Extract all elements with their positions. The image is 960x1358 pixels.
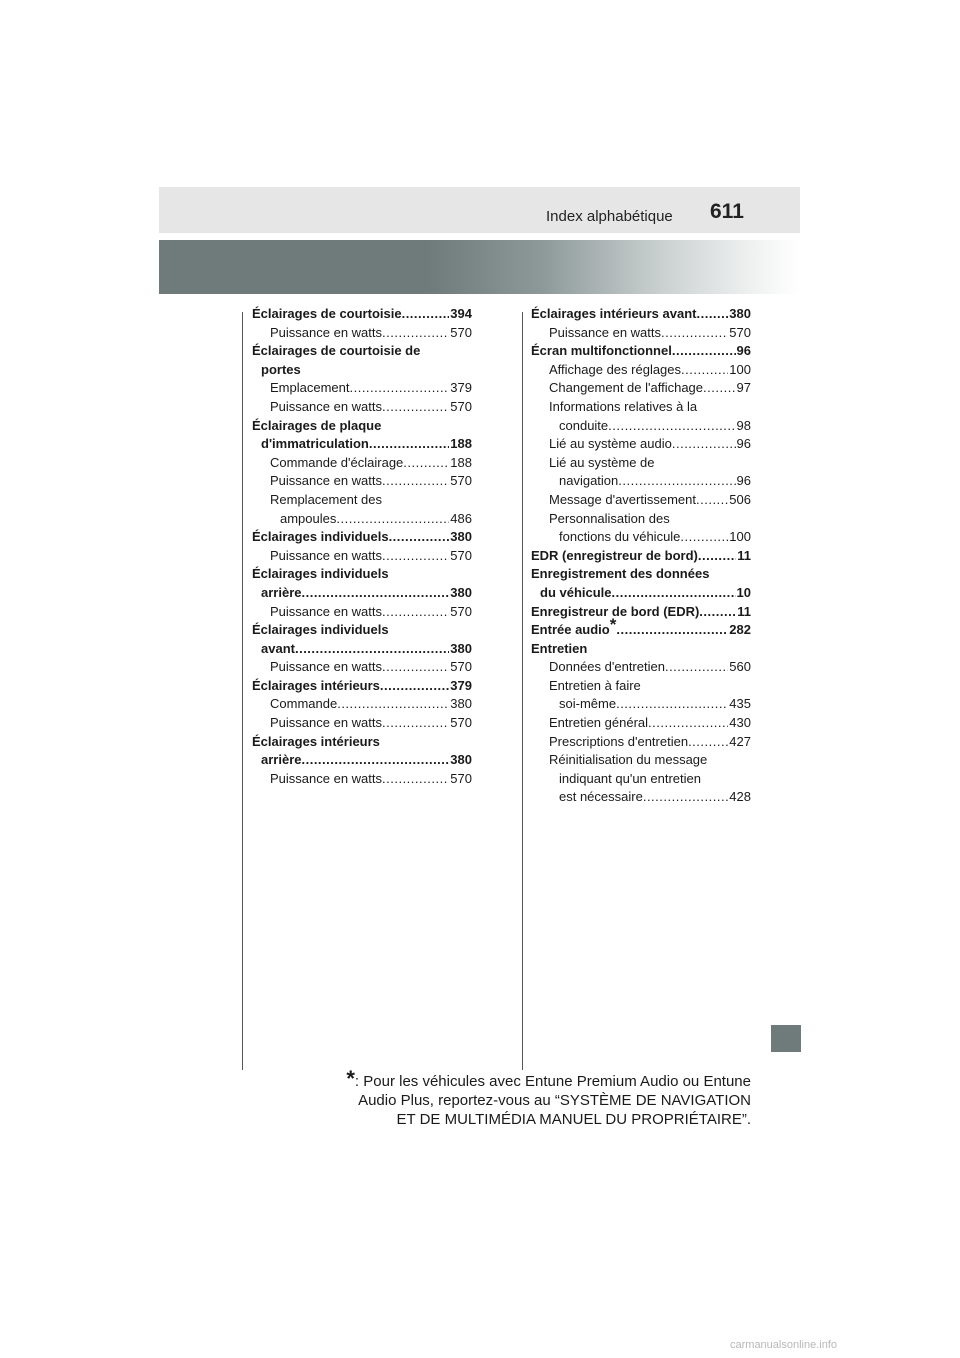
index-entry-page: 379 <box>450 380 472 396</box>
index-entry <box>252 454 472 473</box>
index-entry-label: Puissance en watts <box>549 324 662 340</box>
index-entry-page: 570 <box>450 324 472 340</box>
index-entry-label: Puissance en watts <box>270 603 383 619</box>
index-entry <box>531 528 751 547</box>
index-entry-label: Entretien général <box>549 715 649 731</box>
dot-leader <box>616 695 728 714</box>
footnote <box>330 1066 751 1129</box>
index-entry <box>531 472 751 491</box>
dot-leader <box>699 603 736 622</box>
index-entry-page: 11 <box>737 603 751 619</box>
index-entry <box>252 714 472 733</box>
index-entry: Entrée audio * ..... 282 <box>531 621 751 640</box>
index-entry <box>252 621 472 640</box>
dot-leader <box>612 584 736 603</box>
dot-leader <box>661 324 728 343</box>
index-entry <box>252 733 472 752</box>
index-entry <box>531 398 751 417</box>
index-entry <box>531 547 751 566</box>
dot-leader <box>382 714 449 733</box>
dot-leader <box>382 398 449 417</box>
footnote-star: * <box>346 1066 355 1091</box>
column-rule-left <box>242 312 243 1070</box>
index-entry <box>531 417 751 436</box>
index-entry-page: 380 <box>450 640 472 656</box>
index-entry <box>252 677 472 696</box>
dot-leader <box>648 714 728 733</box>
index-entry-label: d'immatriculation <box>261 436 369 452</box>
index-entry <box>252 305 472 324</box>
index-entry-label: Éclairages intérieurs <box>252 677 380 693</box>
index-entry-label: Éclairages intérieurs avant <box>531 306 697 321</box>
index-entry-label: avant <box>261 640 295 656</box>
dot-leader <box>337 695 449 714</box>
index-entry-page: 427 <box>729 733 751 749</box>
index-entry <box>252 547 472 566</box>
index-entry-page: 97 <box>736 380 751 396</box>
index-entry-label: Puissance en watts <box>270 398 383 414</box>
index-entry-label: ampoules <box>280 510 337 526</box>
index-entry-label: Entretien <box>531 640 588 656</box>
index-entry-page: 435 <box>729 696 751 712</box>
index-entry-page: 570 <box>450 715 472 731</box>
index-entry-page: 570 <box>450 398 472 414</box>
index-entry-label: Puissance en watts <box>270 715 383 731</box>
index-entry <box>252 658 472 677</box>
index-entry-page: 380 <box>729 306 751 321</box>
dot-leader <box>349 379 449 398</box>
dot-leader <box>402 305 450 324</box>
index-entry-label: Commande d'éclairage <box>270 454 404 470</box>
index-entry <box>252 342 472 361</box>
index-entry-label: Lié au système de <box>549 454 655 470</box>
index-entry-label: Entrée audio <box>531 622 610 638</box>
index-entry-label: Puissance en watts <box>270 547 383 563</box>
index-entry-page: 188 <box>450 454 472 470</box>
index-column-left <box>252 305 472 788</box>
index-entry <box>252 528 472 547</box>
dot-leader <box>608 417 735 436</box>
index-entry <box>252 584 472 603</box>
index-entry-label: Éclairages individuels <box>252 566 389 582</box>
index-entry <box>531 379 751 398</box>
index-entry <box>252 361 472 380</box>
index-entry-page: 428 <box>729 789 751 805</box>
dot-leader <box>301 751 449 770</box>
index-entry-page: 506 <box>729 491 751 507</box>
index-entry <box>531 640 751 659</box>
index-entry-label: Éclairages de plaque <box>252 417 382 433</box>
index-entry <box>531 565 751 584</box>
index-entry-page: 394 <box>450 306 472 321</box>
dot-leader <box>688 733 728 752</box>
index-entry-page: 380 <box>450 529 472 545</box>
index-entry <box>531 695 751 714</box>
index-entry <box>531 510 751 529</box>
index-entry <box>252 751 472 770</box>
index-entry-page: 188 <box>450 436 472 452</box>
page-number: 611 <box>710 200 744 223</box>
index-entry <box>531 491 751 510</box>
dot-leader <box>665 658 728 677</box>
index-entry-page: 380 <box>450 584 472 600</box>
index-entry-label: du véhicule <box>540 584 612 600</box>
index-entry-page: 379 <box>450 677 472 693</box>
dot-leader <box>616 621 728 640</box>
index-entry-page: 560 <box>729 659 751 675</box>
chapter-tab <box>771 1025 801 1052</box>
dot-leader <box>382 603 449 622</box>
index-entry <box>531 788 751 807</box>
index-entry-label: Écran multifonctionnel <box>531 343 672 359</box>
index-entry-page: 96 <box>736 436 751 452</box>
index-entry-page: 380 <box>450 752 472 768</box>
index-entry <box>531 677 751 696</box>
index-entry-label: Commande <box>270 696 338 712</box>
index-entry-label: Puissance en watts <box>270 770 383 786</box>
dot-leader <box>389 528 450 547</box>
index-entry-label: Affichage des réglages <box>549 361 682 377</box>
dot-leader <box>696 491 728 510</box>
index-entry-label: Emplacement <box>270 380 350 396</box>
index-entry <box>531 603 751 622</box>
index-entry-label: Entretien à faire <box>549 677 641 693</box>
column-rule-middle <box>522 312 523 1070</box>
dot-leader <box>369 435 449 454</box>
index-entry <box>252 417 472 436</box>
index-entry-page: 570 <box>729 324 751 340</box>
index-entry-label: Message d'avertissement <box>549 491 696 507</box>
index-entry <box>252 640 472 659</box>
index-entry-label: Éclairages individuels <box>252 529 389 545</box>
dot-leader <box>681 361 728 380</box>
index-entry-page: 570 <box>450 770 472 786</box>
index-entry <box>252 770 472 789</box>
index-entry <box>531 305 751 324</box>
index-entry-label: Éclairages intérieurs <box>252 733 380 749</box>
index-entry-page: 100 <box>729 361 751 377</box>
index-entry-label: conduite <box>559 417 609 433</box>
index-entry-label: Éclairages individuels <box>252 622 389 638</box>
index-entry-label: Puissance en watts <box>270 473 383 489</box>
footnote-line-3: ET DE MULTIMÉDIA MANUEL DU PROPRIÉTAIRE”. <box>396 1111 751 1128</box>
dot-leader <box>295 640 449 659</box>
index-entry-label: soi-même <box>559 696 617 712</box>
index-entry-page: 10 <box>736 584 751 600</box>
index-entry-label: indiquant qu'un entretien <box>559 770 701 786</box>
index-entry <box>531 435 751 454</box>
dot-leader <box>380 677 449 696</box>
index-entry <box>252 565 472 584</box>
dot-leader <box>680 528 728 547</box>
dot-leader <box>403 454 449 473</box>
dot-leader <box>672 342 736 361</box>
index-entry-page: 96 <box>736 473 751 489</box>
index-entry <box>531 361 751 380</box>
dot-leader <box>301 584 449 603</box>
dot-leader <box>672 435 736 454</box>
index-entry-label: portes <box>261 361 301 377</box>
index-entry-label: Données d'entretien <box>549 659 665 675</box>
index-entry-label: arrière <box>261 752 302 768</box>
dot-leader <box>382 547 449 566</box>
index-entry-page: 486 <box>450 510 472 526</box>
index-entry <box>531 324 751 343</box>
index-entry-page: 100 <box>729 529 751 545</box>
index-entry <box>252 603 472 622</box>
index-entry-label: arrière <box>261 584 302 600</box>
dot-leader <box>382 658 449 677</box>
index-entry-label: Éclairages de courtoisie <box>252 306 402 321</box>
index-entry-page: 570 <box>450 603 472 619</box>
index-entry-page: 11 <box>737 547 751 563</box>
index-entry <box>252 398 472 417</box>
index-entry-label: fonctions du véhicule <box>559 529 681 545</box>
index-entry <box>531 714 751 733</box>
index-entry-label: Enregistrement des données <box>531 566 710 582</box>
index-entry <box>531 770 751 789</box>
index-entry-label: Puissance en watts <box>270 324 383 340</box>
index-entry-label: Lié au système audio <box>549 436 672 452</box>
index-entry-page: 380 <box>450 696 472 712</box>
index-entry <box>252 435 472 454</box>
index-entry-label: Puissance en watts <box>270 659 383 675</box>
dot-leader <box>336 510 449 529</box>
index-entry-label: Prescriptions d'entretien <box>549 733 689 749</box>
index-entry <box>252 491 472 510</box>
index-entry <box>531 584 751 603</box>
watermark: carmanualsonline.info <box>730 1339 838 1351</box>
index-entry-label: est nécessaire <box>559 789 643 805</box>
footnote-line-1: : Pour les véhicules avec Entune Premium Audio ou Entune <box>354 1073 751 1090</box>
index-entry <box>252 510 472 529</box>
index-entry-label: Changement de l'affichage <box>549 380 704 396</box>
dot-leader <box>696 305 728 324</box>
index-column-right <box>531 305 751 807</box>
index-entry <box>252 324 472 343</box>
index-entry-label: Éclairages de courtoisie de <box>252 343 421 359</box>
index-entry-label: Réinitialisation du message <box>549 752 708 768</box>
index-entry-page: 96 <box>736 343 751 359</box>
dot-leader <box>382 324 449 343</box>
decorative-band <box>159 240 800 294</box>
index-entry <box>531 342 751 361</box>
index-entry-page: 282 <box>729 622 751 638</box>
section-title: Index alphabétique <box>546 208 673 225</box>
index-entry <box>531 454 751 473</box>
index-entry <box>531 751 751 770</box>
dot-leader <box>382 770 449 789</box>
index-entry-label: EDR (enregistreur de bord) <box>531 547 698 563</box>
dot-leader <box>382 472 449 491</box>
dot-leader <box>618 472 735 491</box>
index-entry <box>252 695 472 714</box>
index-entry-page: 570 <box>450 473 472 489</box>
index-entry-label: Enregistreur de bord (EDR) <box>531 603 700 619</box>
index-entry <box>531 658 751 677</box>
index-entry-label: Personnalisation des <box>549 510 670 526</box>
index-entry-page: 570 <box>450 547 472 563</box>
index-entry-page: 98 <box>736 417 751 433</box>
index-entry-label: Informations relatives à la <box>549 398 698 414</box>
index-entry <box>252 379 472 398</box>
index-entry-page: 570 <box>450 659 472 675</box>
index-entry-page: 430 <box>729 715 751 731</box>
index-entry <box>252 472 472 491</box>
dot-leader <box>643 788 728 807</box>
index-entry-label: Remplacement des <box>270 491 382 507</box>
dot-leader <box>703 379 736 398</box>
dot-leader <box>698 547 736 566</box>
footnote-line-2: Audio Plus, reportez-vous au “SYSTÈME DE NAVIGATION <box>358 1092 751 1109</box>
header-bar <box>159 187 800 233</box>
index-entry-label: navigation <box>559 473 619 489</box>
index-entry <box>531 733 751 752</box>
